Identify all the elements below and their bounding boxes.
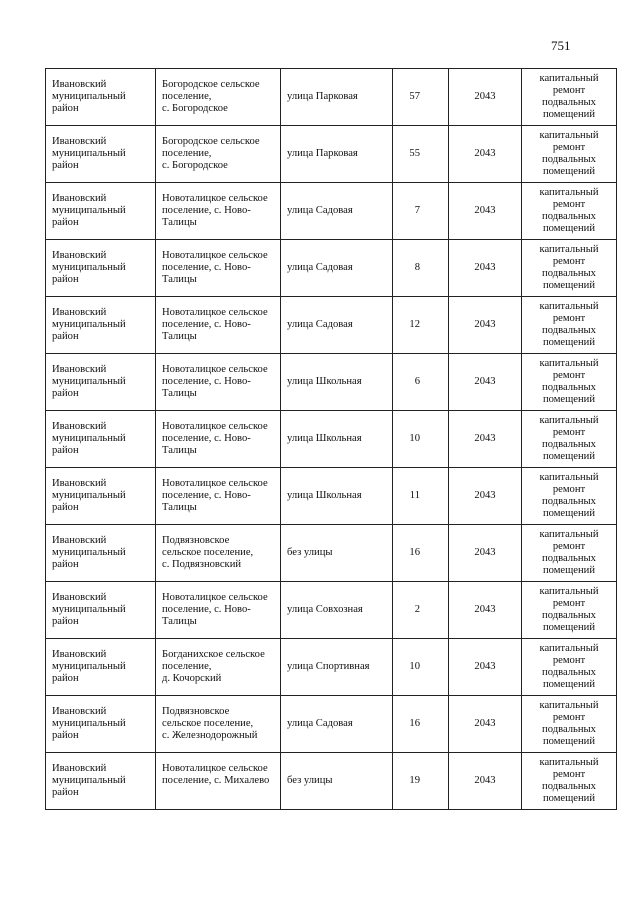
district-cell — [46, 297, 156, 354]
work-type-cell-text: капитальный ремонт подвальных помещений — [539, 301, 599, 348]
year-cell — [449, 525, 522, 582]
settlement-cell — [156, 240, 281, 297]
year-cell-text: 2043 — [474, 490, 496, 501]
settlement-cell-text: Богородское сельское поселение, с. Богородское — [162, 136, 260, 171]
house-number-cell — [393, 525, 449, 582]
settlement-cell-text: Новоталицкое сельское поселение, с. Ново- Талицы — [162, 250, 268, 285]
house-number-cell-text: 2 — [414, 604, 420, 615]
settlement-cell-text: Новоталицкое сельское поселение, с. Ново- Талицы — [162, 364, 268, 399]
settlement-cell — [156, 525, 281, 582]
settlement-cell — [156, 753, 281, 810]
work-type-cell-text: капитальный ремонт подвальных помещений — [539, 187, 599, 234]
table-body — [46, 69, 617, 810]
house-number-cell-text: 16 — [409, 718, 420, 729]
district-cell-text: Ивановский муниципальный район — [52, 79, 126, 114]
settlement-cell — [156, 639, 281, 696]
street-cell-text: без улицы — [287, 775, 333, 786]
settlement-cell-text: Новоталицкое сельское поселение, с. Ново- Талицы — [162, 421, 268, 456]
street-cell-text: улица Спортивная — [287, 661, 370, 672]
table-row — [46, 468, 617, 525]
settlement-cell-text: Подвязновское сельское поселение, с. Железнодорожный — [162, 706, 258, 741]
street-cell — [281, 354, 393, 411]
settlement-cell — [156, 411, 281, 468]
district-cell-text: Ивановский муниципальный район — [52, 763, 126, 798]
work-type-cell-text: капитальный ремонт подвальных помещений — [539, 586, 599, 633]
district-cell — [46, 468, 156, 525]
year-cell-text: 2043 — [474, 604, 496, 615]
year-cell — [449, 240, 522, 297]
district-cell-text: Ивановский муниципальный район — [52, 706, 126, 741]
street-cell — [281, 126, 393, 183]
house-number-cell — [393, 753, 449, 810]
street-cell-text: улица Парковая — [287, 91, 358, 102]
work-type-cell — [522, 69, 617, 126]
house-number-cell-text: 7 — [414, 205, 420, 216]
table-row — [46, 696, 617, 753]
house-number-cell-text: 16 — [409, 547, 420, 558]
settlement-cell — [156, 468, 281, 525]
work-type-cell — [522, 525, 617, 582]
district-cell-text: Ивановский муниципальный район — [52, 364, 126, 399]
table-row — [46, 639, 617, 696]
settlement-cell — [156, 183, 281, 240]
house-number-cell — [393, 183, 449, 240]
settlement-cell — [156, 126, 281, 183]
house-number-cell-text: 6 — [414, 376, 420, 387]
work-type-cell — [522, 582, 617, 639]
year-cell — [449, 69, 522, 126]
street-cell — [281, 297, 393, 354]
table-row — [46, 297, 617, 354]
settlement-cell-text: Новоталицкое сельское поселение, с. Ново- Талицы — [162, 592, 268, 627]
work-type-cell — [522, 183, 617, 240]
work-type-cell-text: капитальный ремонт подвальных помещений — [539, 643, 599, 690]
settlement-cell-text: Новоталицкое сельское поселение, с. Ново- Талицы — [162, 307, 268, 342]
district-cell-text: Ивановский муниципальный район — [52, 136, 126, 171]
district-cell-text: Ивановский муниципальный район — [52, 250, 126, 285]
street-cell — [281, 582, 393, 639]
work-type-cell — [522, 753, 617, 810]
settlement-cell-text: Новоталицкое сельское поселение, с. Ново- Талицы — [162, 478, 268, 513]
street-cell-text: улица Школьная — [287, 433, 362, 444]
work-type-cell — [522, 240, 617, 297]
district-cell — [46, 639, 156, 696]
district-cell-text: Ивановский муниципальный район — [52, 307, 126, 342]
house-number-cell-text: 12 — [409, 319, 420, 330]
street-cell — [281, 411, 393, 468]
year-cell — [449, 753, 522, 810]
work-type-cell-text: капитальный ремонт подвальных помещений — [539, 529, 599, 576]
work-type-cell — [522, 411, 617, 468]
year-cell-text: 2043 — [474, 148, 496, 159]
street-cell-text: улица Садовая — [287, 262, 353, 273]
settlement-cell — [156, 696, 281, 753]
district-cell — [46, 582, 156, 639]
settlement-cell — [156, 582, 281, 639]
house-number-cell — [393, 354, 449, 411]
work-type-cell-text: капитальный ремонт подвальных помещений — [539, 472, 599, 519]
district-cell — [46, 240, 156, 297]
house-number-cell — [393, 240, 449, 297]
page-number: 751 — [551, 38, 571, 53]
house-number-cell-text: 10 — [409, 661, 420, 672]
work-type-cell — [522, 354, 617, 411]
work-type-cell-text: капитальный ремонт подвальных помещений — [539, 130, 599, 177]
table-row — [46, 69, 617, 126]
house-number-cell — [393, 297, 449, 354]
house-number-cell-text: 10 — [409, 433, 420, 444]
district-cell — [46, 69, 156, 126]
street-cell — [281, 525, 393, 582]
street-cell-text: улица Парковая — [287, 148, 358, 159]
housing-register-table — [45, 68, 617, 810]
table-row — [46, 582, 617, 639]
house-number-cell — [393, 411, 449, 468]
settlement-cell-text: Новоталицкое сельское поселение, с. Ново- Талицы — [162, 193, 268, 228]
house-number-cell-text: 8 — [414, 262, 420, 273]
table-row — [46, 183, 617, 240]
table-row — [46, 525, 617, 582]
year-cell-text: 2043 — [474, 91, 496, 102]
table-row — [46, 126, 617, 183]
district-cell-text: Ивановский муниципальный район — [52, 649, 126, 684]
year-cell-text: 2043 — [474, 205, 496, 216]
year-cell-text: 2043 — [474, 376, 496, 387]
street-cell-text: улица Садовая — [287, 205, 353, 216]
district-cell-text: Ивановский муниципальный район — [52, 193, 126, 228]
street-cell-text: улица Школьная — [287, 490, 362, 501]
year-cell — [449, 696, 522, 753]
year-cell-text: 2043 — [474, 661, 496, 672]
table-row — [46, 354, 617, 411]
table-row — [46, 411, 617, 468]
house-number-cell-text: 11 — [409, 490, 420, 501]
year-cell — [449, 126, 522, 183]
settlement-cell-text: Богданихское сельское поселение, д. Кочорский — [162, 649, 265, 684]
settlement-cell — [156, 354, 281, 411]
street-cell-text: без улицы — [287, 547, 333, 558]
district-cell-text: Ивановский муниципальный район — [52, 421, 126, 456]
district-cell-text: Ивановский муниципальный район — [52, 592, 126, 627]
street-cell-text: улица Садовая — [287, 319, 353, 330]
year-cell-text: 2043 — [474, 433, 496, 444]
house-number-cell — [393, 696, 449, 753]
year-cell-text: 2043 — [474, 547, 496, 558]
house-number-cell — [393, 582, 449, 639]
year-cell — [449, 183, 522, 240]
house-number-cell — [393, 126, 449, 183]
street-cell-text: улица Школьная — [287, 376, 362, 387]
settlement-cell — [156, 297, 281, 354]
street-cell-text: улица Садовая — [287, 718, 353, 729]
house-number-cell — [393, 69, 449, 126]
work-type-cell — [522, 639, 617, 696]
street-cell — [281, 696, 393, 753]
district-cell-text: Ивановский муниципальный район — [52, 535, 126, 570]
district-cell — [46, 753, 156, 810]
year-cell-text: 2043 — [474, 775, 496, 786]
settlement-cell-text: Новоталицкое сельское поселение, с. Михалево — [162, 763, 270, 786]
year-cell — [449, 297, 522, 354]
district-cell — [46, 525, 156, 582]
district-cell — [46, 354, 156, 411]
work-type-cell-text: капитальный ремонт подвальных помещений — [539, 358, 599, 405]
house-number-cell-text: 19 — [409, 775, 420, 786]
street-cell-text: улица Совхозная — [287, 604, 363, 615]
street-cell — [281, 240, 393, 297]
district-cell — [46, 183, 156, 240]
work-type-cell-text: капитальный ремонт подвальных помещений — [539, 757, 599, 804]
street-cell — [281, 639, 393, 696]
district-cell — [46, 696, 156, 753]
district-cell — [46, 411, 156, 468]
settlement-cell-text: Подвязновское сельское поселение, с. Подвязновский — [162, 535, 254, 570]
work-type-cell — [522, 297, 617, 354]
district-cell-text: Ивановский муниципальный район — [52, 478, 126, 513]
work-type-cell-text: капитальный ремонт подвальных помещений — [539, 73, 599, 120]
settlement-cell-text: Богородское сельское поселение, с. Богородское — [162, 79, 260, 114]
street-cell — [281, 69, 393, 126]
table-row — [46, 753, 617, 810]
work-type-cell-text: капитальный ремонт подвальных помещений — [539, 415, 599, 462]
year-cell — [449, 582, 522, 639]
district-cell — [46, 126, 156, 183]
street-cell — [281, 753, 393, 810]
work-type-cell — [522, 126, 617, 183]
year-cell — [449, 639, 522, 696]
table-row — [46, 240, 617, 297]
year-cell-text: 2043 — [474, 319, 496, 330]
house-number-cell — [393, 468, 449, 525]
street-cell — [281, 468, 393, 525]
work-type-cell — [522, 468, 617, 525]
year-cell-text: 2043 — [474, 718, 496, 729]
street-cell — [281, 183, 393, 240]
work-type-cell-text: капитальный ремонт подвальных помещений — [539, 244, 599, 291]
house-number-cell — [393, 639, 449, 696]
house-number-cell-text: 55 — [409, 148, 420, 159]
year-cell-text: 2043 — [474, 262, 496, 273]
house-number-cell-text: 57 — [409, 91, 420, 102]
work-type-cell-text: капитальный ремонт подвальных помещений — [539, 700, 599, 747]
year-cell — [449, 354, 522, 411]
work-type-cell — [522, 696, 617, 753]
year-cell — [449, 468, 522, 525]
settlement-cell — [156, 69, 281, 126]
year-cell — [449, 411, 522, 468]
